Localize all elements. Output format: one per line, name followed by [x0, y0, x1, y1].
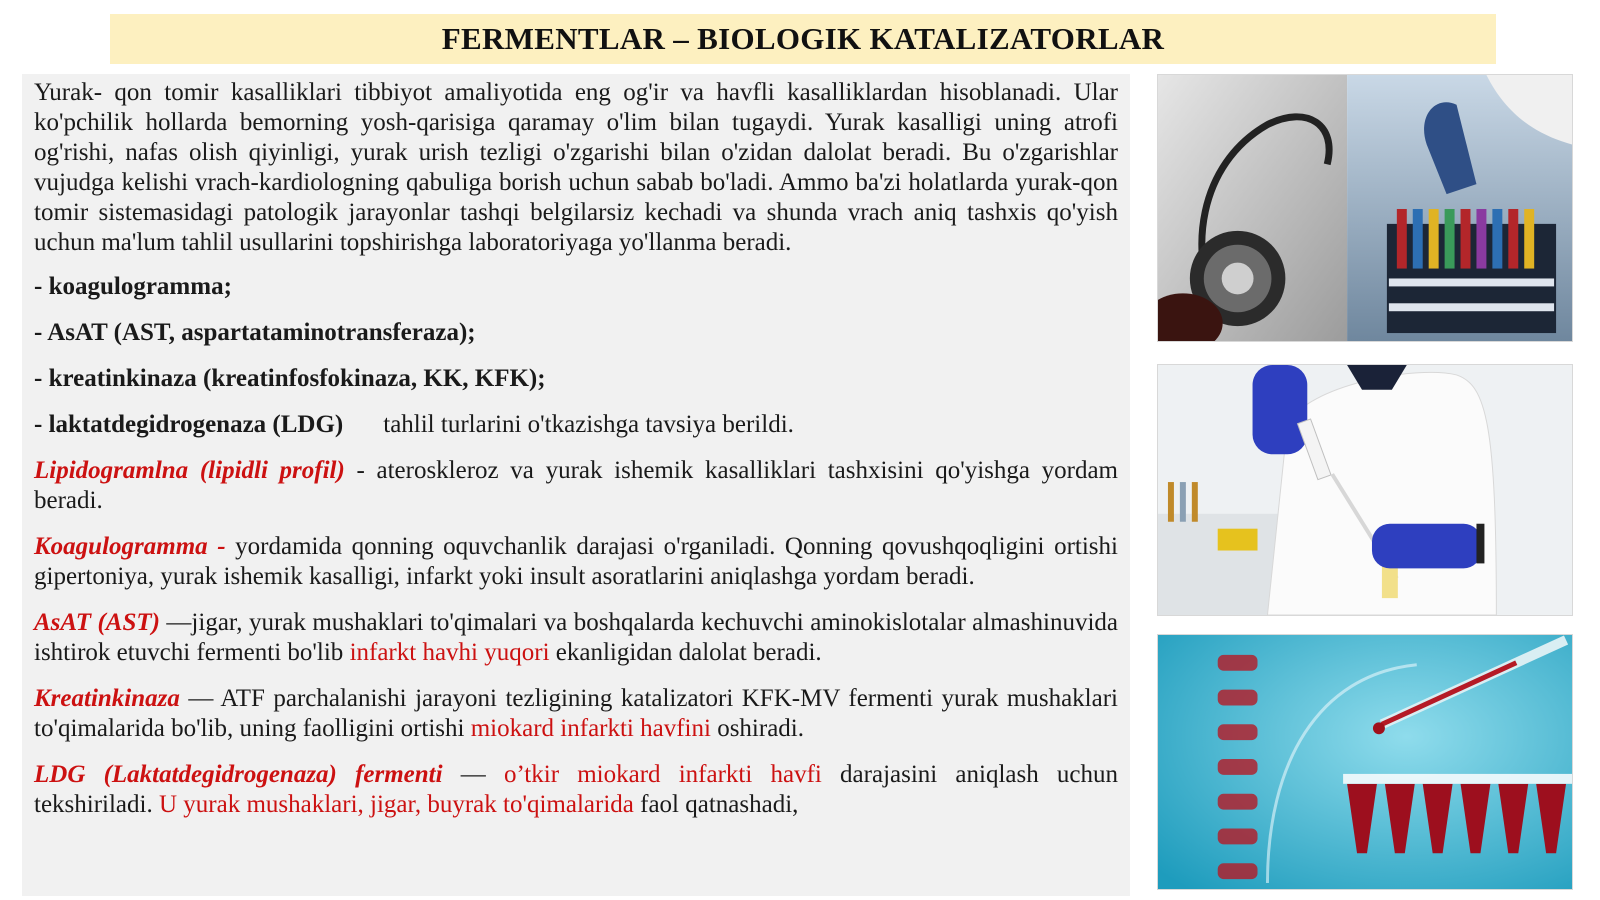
paragraph-ldg: [34, 760, 1118, 820]
list-item-ldg-label: - laktatdegidrogenaza (LDG): [34, 411, 344, 438]
photo-lab-technician-pipette: [1157, 364, 1573, 616]
paragraph-asat-highlight: infarkt havhi yuqori: [349, 639, 550, 666]
photo-blood-samples-pipette: [1157, 634, 1573, 890]
paragraph-ldg-text1: —: [442, 761, 504, 788]
page-title: FERMENTLAR – BIOLOGIK KATALIZATORLAR: [441, 21, 1165, 56]
term-lipidogramma: Lipidogramlna (lipidli profil): [34, 457, 345, 484]
list-item-ldg-rest: tahlil turlarini o'tkazishga tavsiya berildi.: [383, 411, 794, 438]
stethoscope-tubes-illustration: [1158, 75, 1572, 341]
list-item-kreatinkinaza: - kreatinkinaza (kreatinfosfokinaza, KK, KFK);: [34, 365, 546, 392]
photo-stethoscope-blood-tubes: [1157, 74, 1573, 342]
paragraph-kreatinkinaza-text2: oshiradi.: [710, 715, 804, 742]
paragraph-ldg-text3: faol qatnashadi,: [633, 791, 799, 818]
lab-technician-illustration: [1158, 365, 1572, 615]
paragraph-asat-text2: ekanligidan dalolat beradi.: [549, 639, 822, 666]
paragraph-koagulogramma-text: yordamida qonning oquvchanlik darajasi o'rganiladi. Qonning qovushqoqligini ortishi gipertoniya, yurak ishemik kasalligi, infarkt yoki insult asoratlarini aniqlashga yordam beradi.: [34, 533, 1118, 590]
paragraph-kreatinkinaza: [34, 684, 1118, 744]
term-ldg: LDG (Laktatdegidrogenaza) fermenti: [34, 761, 443, 788]
paragraph-kreatinkinaza-text1: — ATF parchalanishi jarayoni tezligining katalizatori KFK-MV fermenti yurak mushaklari to'qimalarida bo'lib, uning faolligini ortishi: [34, 685, 1118, 742]
term-asat: AsAT (AST): [34, 609, 160, 636]
paragraph-lipidogramma-text: - ateroskleroz va yurak ishemik kasalliklari tashxisini qo'yishga yordam beradi.: [34, 457, 1119, 514]
term-kreatinkinaza: Kreatinkinaza: [34, 685, 180, 712]
list-item-asat: - AsAT (AST, aspartataminotransferaza);: [34, 319, 476, 346]
paragraph-ldg-highlight2: U yurak mushaklari, jigar, buyrak to'qimalarida: [158, 791, 634, 818]
paragraph-lipidogramma: [34, 456, 1118, 516]
list-item-koagulogramma: - koagulogramma;: [34, 273, 232, 300]
title-banner: [110, 14, 1496, 64]
paragraph-ldg-text2: darajasini aniqlash uchun tekshiriladi.: [34, 761, 1119, 818]
blood-samples-illustration: [1158, 635, 1572, 889]
paragraph-asat-text1: —jigar, yurak mushaklari to'qimalari va boshqalarda kechuvchi aminokislotalar almashinuvida ishtirok etuvchi fermenti bo'lib: [34, 609, 1118, 666]
term-koagulogramma: Koagulogramma -: [34, 533, 226, 560]
text-panel: [22, 74, 1130, 896]
paragraph-koagulogramma: [34, 532, 1118, 592]
intro-paragraph: Yurak- qon tomir kasalliklari tibbiyot amaliyotida eng og'ir va havfli kasalliklardan hisoblanadi. Ular ko'pchilik hollarda bemorning yosh-qarisiga qaramay o'lim bilan tugaydi. Yurak kasalligi uning atrofi og'rishi, nafas olish qiyinligi, yurak urish tezligi o'zgarishi bilan o'zidan dalolat beradi. Bu o'zgarishlar vujudga kelishi vrach-kardiologning qabuliga borish uchun sabab bo'ladi. Ammo ba'zi holatlarda yurak-qon tomir sistemasidagi patologik jarayonlar tashqi belgilarsiz kechadi va shunda vrach aniq tashxis qo'yish uchun ma'lum tahlil usullarini topshirishga laboratoriyaga yo'llanma beradi.: [34, 79, 1118, 256]
paragraph-asat: [34, 608, 1118, 668]
paragraph-kreatinkinaza-highlight: miokard infarkti havfini: [470, 715, 711, 742]
paragraph-ldg-highlight1: o’tkir miokard infarkti havfi: [503, 761, 822, 788]
list-item-ldg: [34, 410, 1118, 440]
